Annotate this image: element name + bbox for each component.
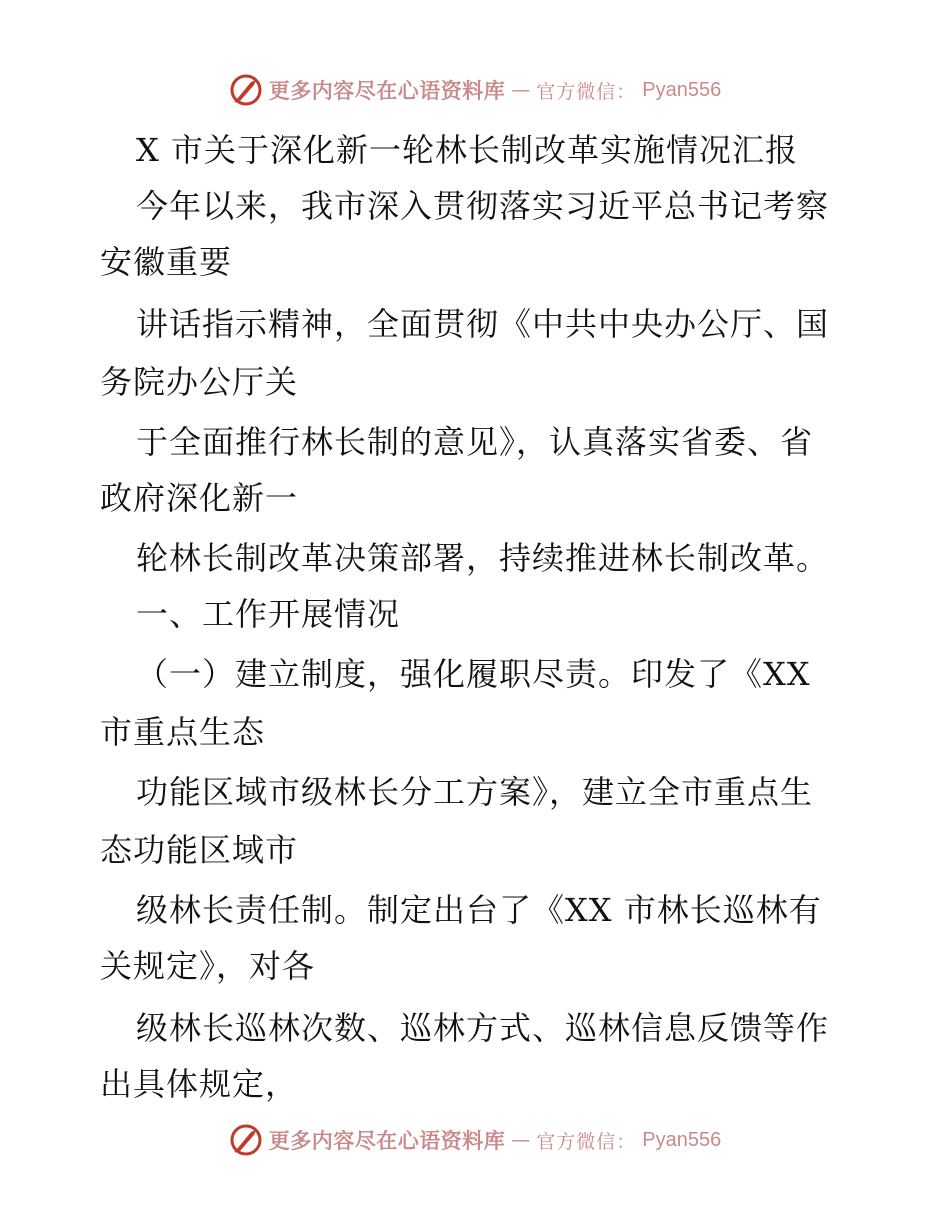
section-heading: 一、工作开展情况 <box>136 595 401 633</box>
document-line: 功能区域市级林长分工方案》，建立全市重点生 <box>136 773 814 811</box>
document-title: X 市关于深化新一轮林长制改革实施情况汇报 <box>136 131 798 169</box>
document-line: 讲话指示精神，全面贯彻《中共中央办公厅、国 <box>136 305 830 343</box>
banner-official-text: 官方微信： <box>536 80 637 103</box>
document-line: 出具体规定， <box>100 1065 299 1103</box>
document-line: 政府深化新一 <box>100 479 299 517</box>
subsection-heading: （一）建立制度，强化履职尽责。印发了《XX <box>136 655 811 693</box>
quill-logo-icon <box>229 1123 263 1157</box>
header-banner <box>0 70 950 110</box>
document-line: 关规定》，对各 <box>100 947 316 985</box>
document-line: 务院办公厅关 <box>100 363 299 401</box>
quill-logo-icon <box>229 73 263 107</box>
document-line: 态功能区域市 <box>100 831 299 869</box>
banner-brand-text: 更多内容尽在心语资料库 <box>268 79 506 103</box>
banner-official-text: 官方微信： <box>536 1130 637 1153</box>
document-line: 轮林长制改革决策部署，持续推进林长制改革。 <box>136 539 830 577</box>
banner-separator: — <box>511 1129 531 1151</box>
banner-handle: Pyan556 <box>642 1128 722 1151</box>
document-line: 于全面推行林长制的意见》，认真落实省委、省 <box>136 423 814 461</box>
document-line: 安徽重要 <box>100 243 233 281</box>
document-line: 市重点生态 <box>100 713 266 751</box>
footer-banner <box>0 1120 950 1160</box>
banner-handle: Pyan556 <box>642 78 722 101</box>
banner-separator: — <box>511 79 531 101</box>
document-line: 级林长巡林次数、巡林方式、巡林信息反馈等作 <box>136 1009 830 1047</box>
document-line: 今年以来，我市深入贯彻落实习近平总书记考察 <box>136 187 830 225</box>
document-line: 级林长责任制。制定出台了《XX 市林长巡林有 <box>136 891 822 929</box>
banner-brand-text: 更多内容尽在心语资料库 <box>268 1129 506 1153</box>
